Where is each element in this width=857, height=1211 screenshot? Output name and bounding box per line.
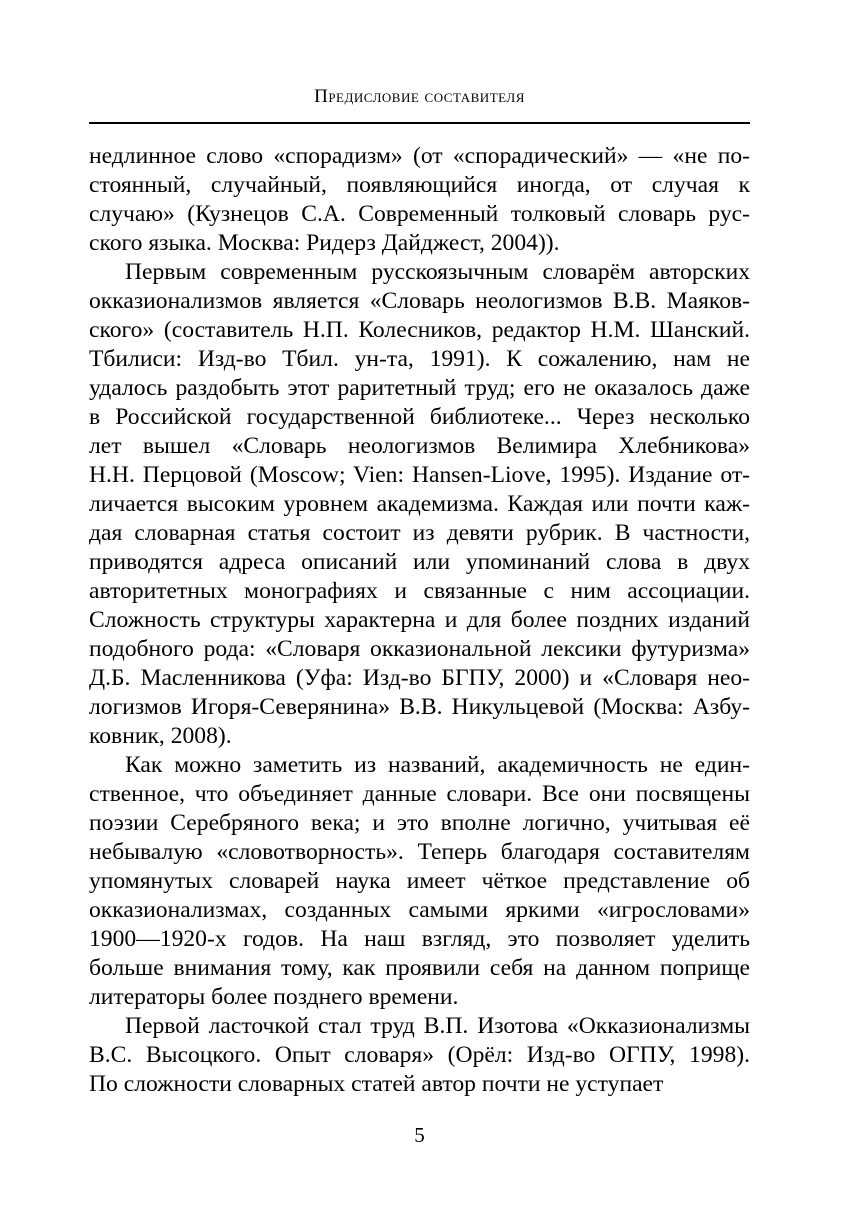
text-line: Н.Н. Перцовой (Moscow; Vien: Hansen-Liove, 1995). Издание от- [89, 462, 750, 488]
text-line: ковник, 2008). [89, 723, 232, 749]
text-line: упомянутых словарей наука имеет чёткое представление об [89, 868, 750, 894]
text-line: удалось раздобыть этот раритетный труд; его не оказалось даже [89, 375, 750, 401]
text-line: дая словарная статья состоит из девяти рубрик. В частности, [89, 520, 750, 546]
text-line: в Российской государственной библиотеке... Через несколько [89, 404, 750, 430]
page-number: 5 [414, 1123, 425, 1147]
text-line: В.С. Высоцкого. Опыт словаря» (Орёл: Изд-во ОГПУ, 1998). [89, 1042, 750, 1068]
text-line: случаю» (Кузнецов С.А. Современный толковый словарь рус- [89, 201, 750, 227]
text-line: 1900—1920-х годов. На наш взгляд, это позволяет уделить [89, 926, 750, 952]
text-line: ственное, что объединяет данные словари. Все они посвящены [89, 781, 750, 807]
text-line: Первым современным русскоязычным словарём авторских [125, 259, 750, 285]
paragraph [89, 1012, 750, 1099]
text-line: подобного рода: «Словаря окказиональной лексики футуризма» [89, 636, 750, 662]
text-line: логизмов Игоря-Северянина» В.В. Никульцевой (Москва: Азбу- [89, 694, 750, 720]
body-text [89, 142, 750, 1099]
text-line: литераторы более позднего времени. [89, 984, 459, 1010]
text-line: Тбилиси: Изд-во Тбил. ун-та, 1991). К сожалению, нам не [89, 346, 750, 372]
text-line: поэзии Серебряного века; и это вполне логично, учитывая её [89, 810, 750, 836]
text-line: окказионализмах, созданных самыми яркими «игрословами» [89, 897, 750, 923]
text-line: Д.Б. Масленникова (Уфа: Изд-во БГПУ, 2000) и «Словаря нео- [89, 665, 750, 691]
text-line: По сложности словарных статей автор почти не уступает [89, 1071, 664, 1097]
text-line: окказионализмов является «Словарь неологизмов В.В. Маяков- [89, 288, 750, 314]
text-line: личается высоким уровнем академизма. Каждая или почти каж- [89, 491, 750, 517]
text-line: приводятся адреса описаний или упоминаний слова в двух [89, 549, 750, 575]
running-head: Предисловие составителя [314, 86, 525, 107]
header-rule [89, 122, 750, 124]
text-line: небывалую «словотворность». Теперь благодаря составителям [89, 839, 750, 865]
text-line: недлинное слово «спорадизм» (от «спорадический» — «не по- [89, 143, 750, 169]
paragraph [89, 258, 750, 751]
text-line: ского» (составитель Н.П. Колесников, редактор Н.М. Шанский. [89, 317, 750, 343]
paragraph [89, 142, 750, 258]
paragraph [89, 751, 750, 1012]
text-line: стоянный, случайный, появляющийся иногда, от случая к [89, 172, 750, 198]
text-line: Первой ласточкой стал труд В.П. Изотова «Окказионализмы [125, 1013, 750, 1039]
text-line: Как можно заметить из названий, академичность не един- [125, 752, 750, 778]
text-line: Сложность структуры характерна и для более поздних изданий [89, 607, 750, 633]
text-line: авторитетных монографиях и связанные с ним ассоциации. [89, 578, 750, 604]
text-line: лет вышел «Словарь неологизмов Велимира Хлебникова» [89, 433, 750, 459]
text-line: больше внимания тому, как проявили себя на данном поприще [89, 955, 750, 981]
text-line: ского языка. Москва: Ридерз Дайджест, 2004)). [89, 230, 560, 256]
